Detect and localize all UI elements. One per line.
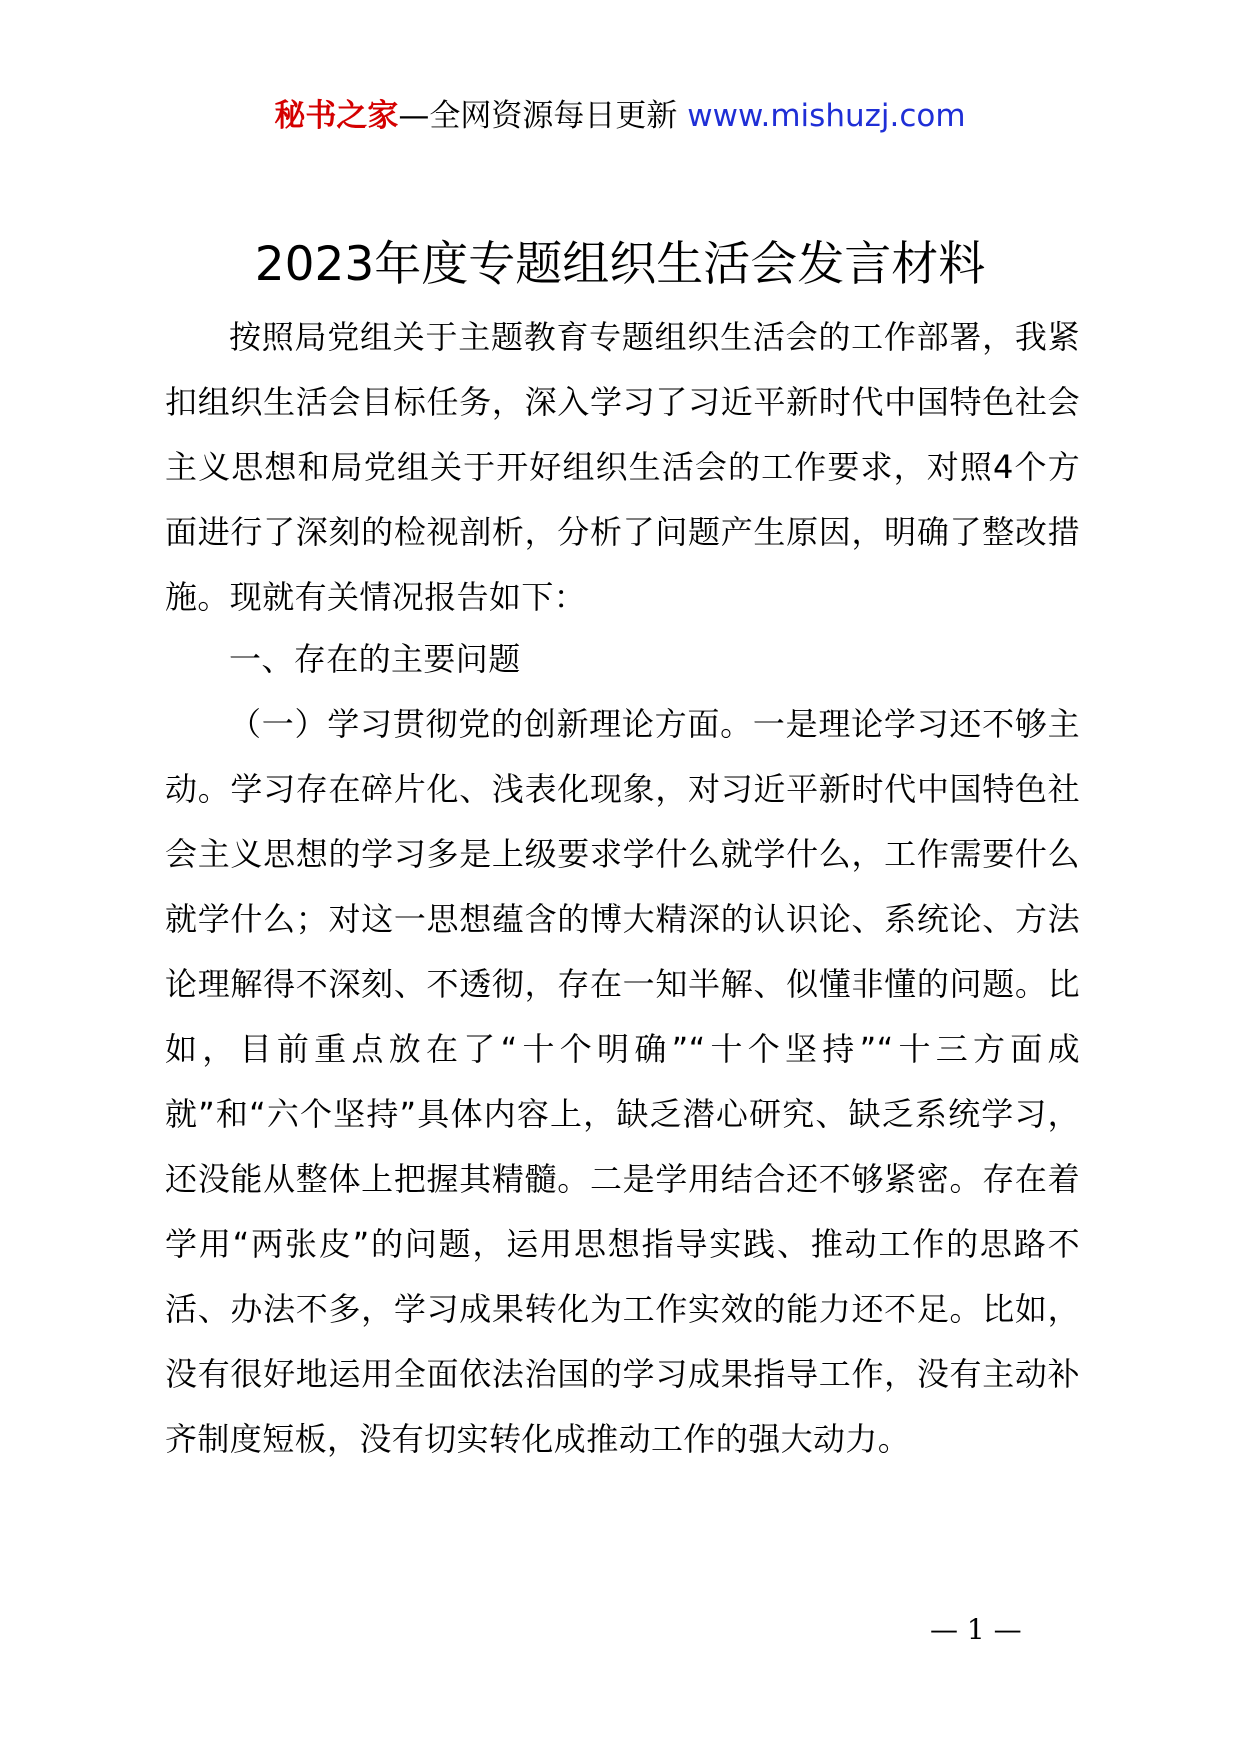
intro-paragraph: 按照局党组关于主题教育专题组织生活会的工作部署，我紧扣组织生活会目标任务，深入学习了习近平新时代中国特色社会主义思想和局党组关于开好组织生活会的工作要求，对照4个方面进行了深刻的检视剖析，分析了问题产生原因，明确了整改措施。现就有关情况报告如下：	[165, 318, 1080, 616]
section-paragraph: （一）学习贯彻党的创新理论方面。一是理论学习还不够主动。学习存在碎片化、浅表化现象，对习近平新时代中国特色社会主义思想的学习多是上级要求学什么就学什么，工作需要什么就学什么；对这一思想蕴含的博大精深的认识论、系统论、方法论理解得不深刻、不透彻，存在一知半解、似懂非懂的问题。比如，目前重点放在了“十个明确”“十个坚持”“十三方面成就”和“六个坚持”具体内容上，缺乏潜心研究、缺乏系统学习，还没能从整体上把握其精髓。二是学用结合还不够紧密。存在着学用“两张皮”的问题，运用思想指导实践、推动工作的思路不活、办法不多，学习成果转化为工作实效的能力还不足。比如，没有很好地运用全面依法治国的学习成果指导工作，没有主动补齐制度短板，没有切实转化成推动工作的强大动力。	[165, 705, 1080, 1458]
document-title: 2023年度专题组织生活会发言材料	[254, 237, 986, 292]
site-banner	[0, 96, 1240, 136]
site-brand: 秘书之家	[274, 98, 399, 134]
site-url-link[interactable]: www.mishuzj.com	[687, 98, 966, 134]
page-number: — 1 —	[930, 1613, 1022, 1646]
site-tagline: —全网资源每日更新	[398, 98, 688, 134]
section-heading: 一、存在的主要问题	[229, 640, 521, 678]
